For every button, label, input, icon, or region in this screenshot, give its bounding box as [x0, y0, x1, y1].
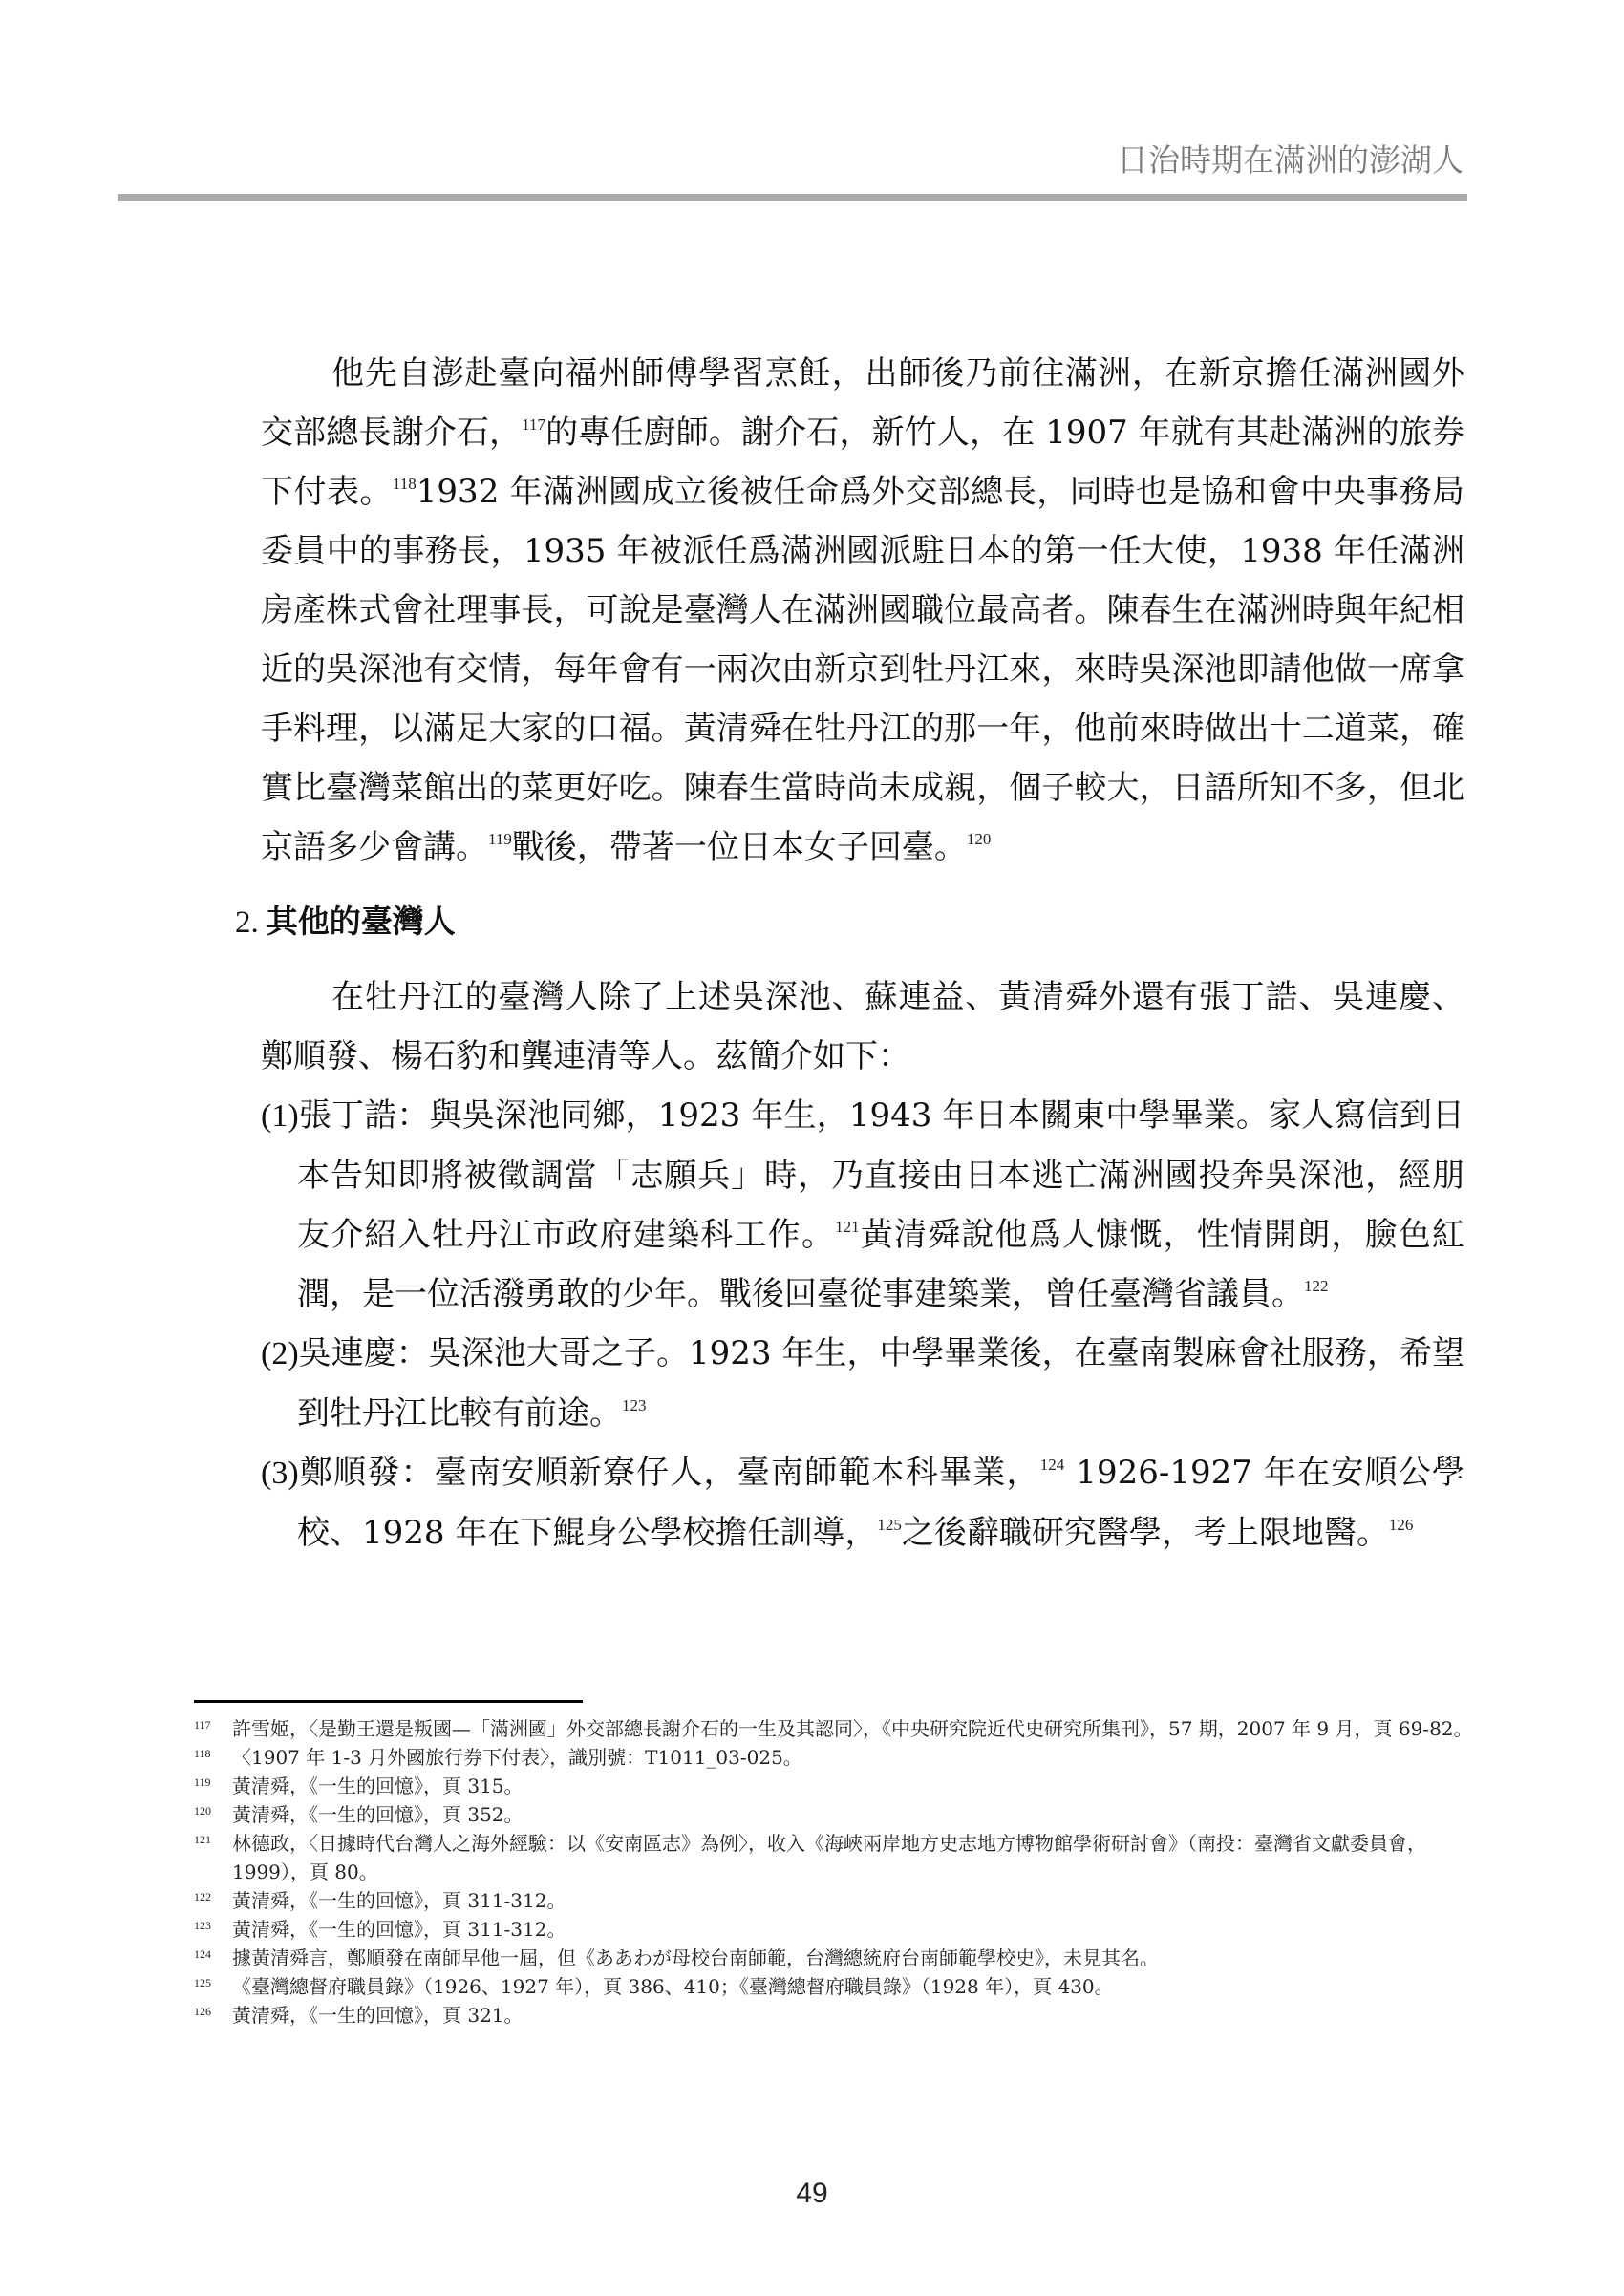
footnote-text: 據黃清舜言，鄭順發在南師早他一屆，但《ああわが母校台南師範，台灣總統府台南師範學校史》，未見其名。	[232, 1946, 1159, 1969]
list-marker: (2)	[261, 1336, 299, 1371]
footnote-number: 125	[194, 1976, 211, 1989]
section-title: 其他的臺灣人	[266, 903, 456, 940]
list-marker: (3)	[261, 1456, 299, 1491]
footnote-text: 〈1907 年 1-3 月外國旅行券下付表〉，識別號：T1011_03-025。	[232, 1746, 802, 1769]
footnotes	[194, 1714, 1474, 2030]
list-marker: (1)	[261, 1098, 299, 1134]
footnote-ref[interactable]: 121	[835, 1218, 860, 1236]
footnote-number: 120	[194, 1804, 211, 1818]
paragraph-chen-chunsheng: 他先自澎赴臺向福州師傅學習烹飪，出師後乃前往滿洲，在新京擔任滿洲國外交部總長謝介石，$^{117}$的專任廚師。謝介石，新竹人，在 1907 年就有其赴滿洲的旅券下付表。$^{118}$1932 年滿洲國成立後被任命爲外交部總長，同時也是協和會中央事務局委員中的事務長，1935 年被派任爲滿洲國派駐日本的第一任大使，1938 年任滿洲房產株式會社理事長，可說是臺灣人在滿洲國職位最高者。陳春生在滿洲時與年紀相近的吳深池有交情，每年會有一兩次由新京到牡丹江來，來時吳深池即請他做一席拿手料理，以滿足大家的口福。黃清舜在牡丹江的那一年，他前來時做出十二道菜，確實比臺灣菜館出的菜更好吃。陳春生當時尚未成親，個子較大，日語所知不多，但北京語多少會講。$^{119}$戰後，帶著一位日本女子回臺。$^{120}$	[261, 354, 1465, 866]
list-item-zheng-shunfa	[261, 1443, 1464, 1563]
footnote-text: 許雪姬，〈是勤王還是叛國—「滿洲國」外交部總長謝介石的一生及其認同〉，《中央研究院近代史研究所集刊》，57 期，2007 年 9 月，頁 69-82。	[232, 1717, 1473, 1740]
footnote-separator	[194, 1700, 583, 1703]
footnote-number: 117	[194, 1718, 211, 1732]
footnote-text: 《臺灣總督府職員錄》（1926、1927 年），頁 386、410；《臺灣總督府職員錄》（1928 年），頁 430。	[232, 1975, 1114, 1998]
list-item-text: 張丁誥：與吳深池同鄉，1923 年生，1943 年日本關東中學畢業。家人寫信到日本告知即將被徵調當「志願兵」時，乃直接由日本逃亡滿洲國投奔吳深池，經朋友介紹入牡丹江市政府建築科工作。$^{121}$黃清舜說他爲人慷慨，性情開朗，臉色紅潤，是一位活潑勇敢的少年。戰後回臺從事建築業，曾任臺灣省議員。$^{122}$	[297, 1096, 1465, 1313]
footnote-ref[interactable]: 126	[1388, 1516, 1414, 1534]
footnote	[194, 2001, 1474, 2030]
footnote-number: 123	[194, 1919, 211, 1932]
section-number: 2.	[235, 905, 259, 940]
footnote-text: 黃清舜，《一生的回憶》，頁 352。	[232, 1803, 524, 1826]
footnote-number: 119	[194, 1775, 211, 1789]
footnote-text: 黃清舜，《一生的回憶》，頁 321。	[232, 2004, 524, 2027]
footnote	[194, 1743, 1474, 1772]
footnote-ref[interactable]: 120	[966, 830, 992, 848]
footnote	[194, 1972, 1474, 2001]
footnote	[194, 1714, 1474, 1743]
section-heading	[235, 892, 1464, 952]
footnote	[194, 1886, 1474, 1915]
footnote	[194, 1944, 1474, 1972]
footnote-text: 林德政，〈日據時代台灣人之海外經驗：以《安南區志》為例〉，收入《海峽兩岸地方史志地方博物館學術研討會》（南投：臺灣省文獻委員會，1999），頁 80。	[232, 1832, 1426, 1883]
footnote-ref[interactable]: 119	[488, 830, 512, 848]
footnote	[194, 1800, 1474, 1829]
footnote-ref[interactable]: 118	[392, 475, 417, 493]
footnote-number: 124	[194, 1947, 211, 1961]
list-item-text: 鄭順發：臺南安順新寮仔人，臺南師範本科畢業，$^{124}$ 1926-1927 年在安順公學校、1928 年在下鯤身公學校擔任訓導，$^{125}$之後辭職研究醫學，考上限地醫。$^{126}$	[297, 1454, 1464, 1552]
list-item-text: 吳連慶：吳深池大哥之子。1923 年生，中學畢業後，在臺南製麻會社服務，希望到牡丹江比較有前途。$^{123}$	[297, 1334, 1464, 1433]
header-rule	[118, 194, 1467, 201]
page-number: 49	[796, 2178, 828, 2209]
footnote	[194, 1772, 1474, 1800]
running-head-title: 日治時期在滿洲的澎湖人	[1117, 141, 1464, 179]
footnote-ref[interactable]: 125	[877, 1516, 902, 1534]
footnote-number: 122	[194, 1890, 211, 1903]
footnote-text: 黃清舜，《一生的回憶》，頁 311-312。	[232, 1918, 566, 1941]
list-item-zhang-dinggao	[261, 1086, 1464, 1324]
main-body	[235, 344, 1465, 1563]
footnote-ref[interactable]: 117	[522, 415, 546, 434]
paragraph-intro-others: 在牡丹江的臺灣人除了上述吳深池、蘇連益、黃清舜外還有張丁誥、吳連慶、鄭順發、楊石豹和龔連清等人。茲簡介如下：	[261, 978, 1464, 1075]
footnote	[194, 1915, 1474, 1944]
footnote	[194, 1829, 1474, 1886]
footnote-number: 118	[194, 1747, 211, 1760]
footnote-text: 黃清舜，《一生的回憶》，頁 311-312。	[232, 1889, 566, 1912]
list-item-wu-lianqing	[261, 1324, 1464, 1443]
footnote-number: 126	[194, 2005, 211, 2018]
footnote-ref[interactable]: 122	[1304, 1277, 1329, 1295]
footnote-ref[interactable]: 124	[1039, 1456, 1065, 1474]
footnote-text: 黃清舜，《一生的回憶》，頁 315。	[232, 1775, 524, 1797]
footnote-number: 121	[194, 1833, 211, 1846]
footnote-ref[interactable]: 123	[622, 1396, 647, 1414]
